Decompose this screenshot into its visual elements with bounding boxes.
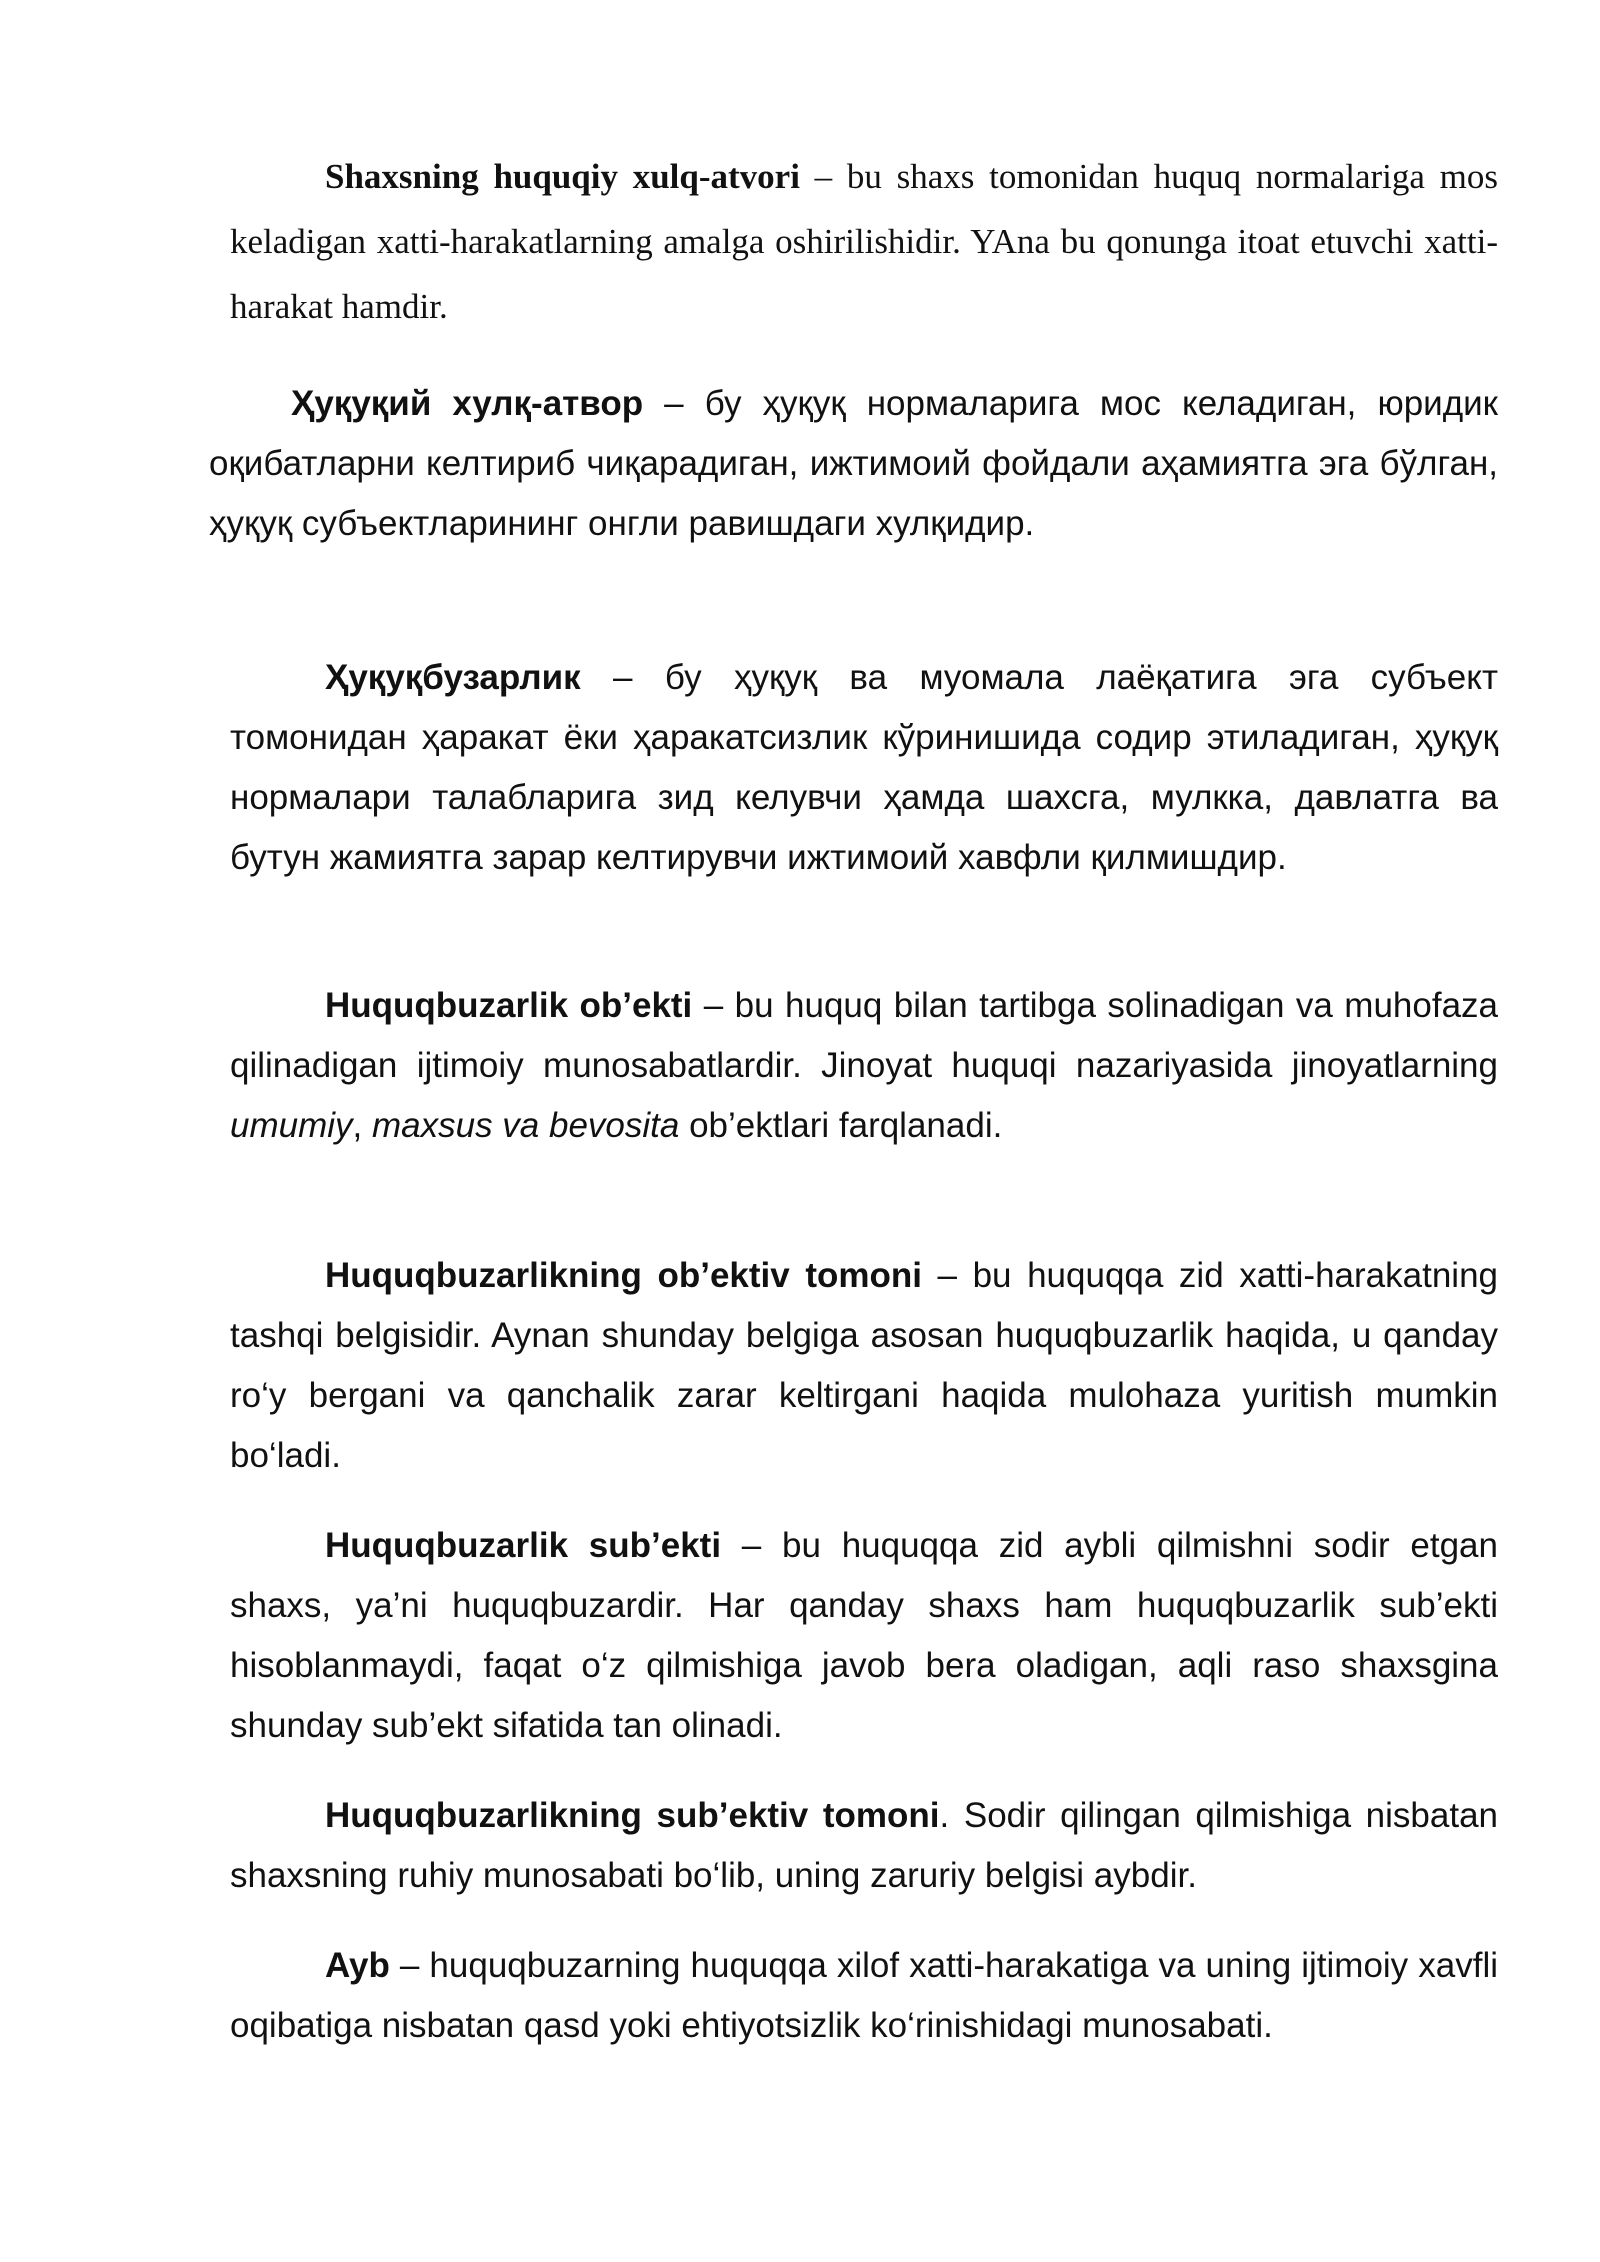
italic-general: umumiy [230,1106,353,1145]
italic-special-direct: maxsus va bevosita [371,1106,680,1145]
term-offense-subject: Huquqbuzarlik sub’ekti [325,1526,722,1565]
paragraph-subjective-side [230,1786,1498,1906]
definition-objective-side: – bu huquqqa zid xatti-harakatning tashqi belgisidir. Aynan shunday belgiga asosan huquqbuzarlik haqida, u qanday ro‘y bergani va qanchalik zarar keltirgani haqida mulohaza yuritish mumkin bo‘ladi. [230,1256,1498,1475]
term-offense-cyrillic: Ҳуқуқбузарлик [325,658,581,697]
definition-legal-behavior-latin: – bu shaxs tomonidan huquq normalariga mos keladigan xatti-harakatlarning amalga oshirilishidir. YAna bu qonunga itoat etuvchi xatti-harakat hamdir. [230,157,1498,326]
term-guilt: Ayb [325,1946,390,1985]
paragraph-guilt [230,1936,1498,2056]
definition-subjective-side: . Sodir qilingan qilmishiga nisbatan shaxsning ruhiy munosabati bo‘lib, uning zaruriy belgisi aybdir. [230,1796,1498,1895]
paragraph-objective-side [230,1246,1498,1486]
definition-offense-object-c: ob’ektlari farqlanadi. [679,1106,1003,1145]
term-offense-object: Huquqbuzarlik ob’ekti [325,986,693,1025]
term-objective-side: Huquqbuzarlikning ob’ektiv tomoni [325,1256,922,1295]
paragraph-offense-subject [230,1516,1498,1756]
paragraph-offense-object [230,976,1498,1156]
definition-offense-object-a: – bu huquq bilan tartibga solinadigan va muhofaza qilinadigan ijtimoiy munosabatlardir. Jinoyat huquqi nazariyasida jinoyatlarning [230,986,1498,1085]
paragraph-legal-behavior-cyrillic [209,374,1498,554]
definition-offense-cyrillic: – бу ҳуқуқ ва муомала лаёқатига эга субъект томонидан ҳаракат ёки ҳаракатсизлик кўринишида содир этиладиган, ҳуқуқ нормалари талабларига зид келувчи ҳамда шахсга, мулкка, давлатга ва бутун жамиятга зарар келтирувчи ижтимоий хавфли қилмишдир. [230,658,1498,877]
term-subjective-side: Huquqbuzarlikning sub’ektiv tomoni [325,1796,940,1835]
definition-guilt: – huquqbuzarning huquqqa xilof xatti-harakatiga va uning ijtimoiy xavfli oqibatiga nisbatan qasd yoki ehtiyotsizlik ko‘rinishidagi munosabati. [230,1946,1498,2045]
definition-legal-behavior-cyrillic: – бу ҳуқуқ нормаларига мос келадиган, юридик оқибатларни келтириб чиқарадиган, ижтимоий фойдали аҳамиятга эга бўлган, ҳуқуқ субъектларининг онгли равишдаги хулқидир. [209,384,1498,543]
definition-offense-object-b: , [352,1106,372,1145]
term-legal-behavior-latin: Shaxsning huquqiy xulq-atvori [325,157,800,196]
paragraph-offense-cyrillic [230,648,1498,888]
definition-offense-subject: – bu huquqqa zid aybli qilmishni sodir etgan shaxs, ya’ni huquqbuzardir. Har qanday shaxs ham huquqbuzarlik sub’ekti hisoblanmaydi, faqat o‘z qilmishiga javob bera oladigan, aqli raso shaxsgina shunday sub’ekt sifatida tan olinadi. [230,1526,1498,1745]
paragraph-legal-behavior-latin [230,144,1498,339]
term-legal-behavior-cyrillic: Ҳуқуқий хулқ-атвор [291,384,644,423]
